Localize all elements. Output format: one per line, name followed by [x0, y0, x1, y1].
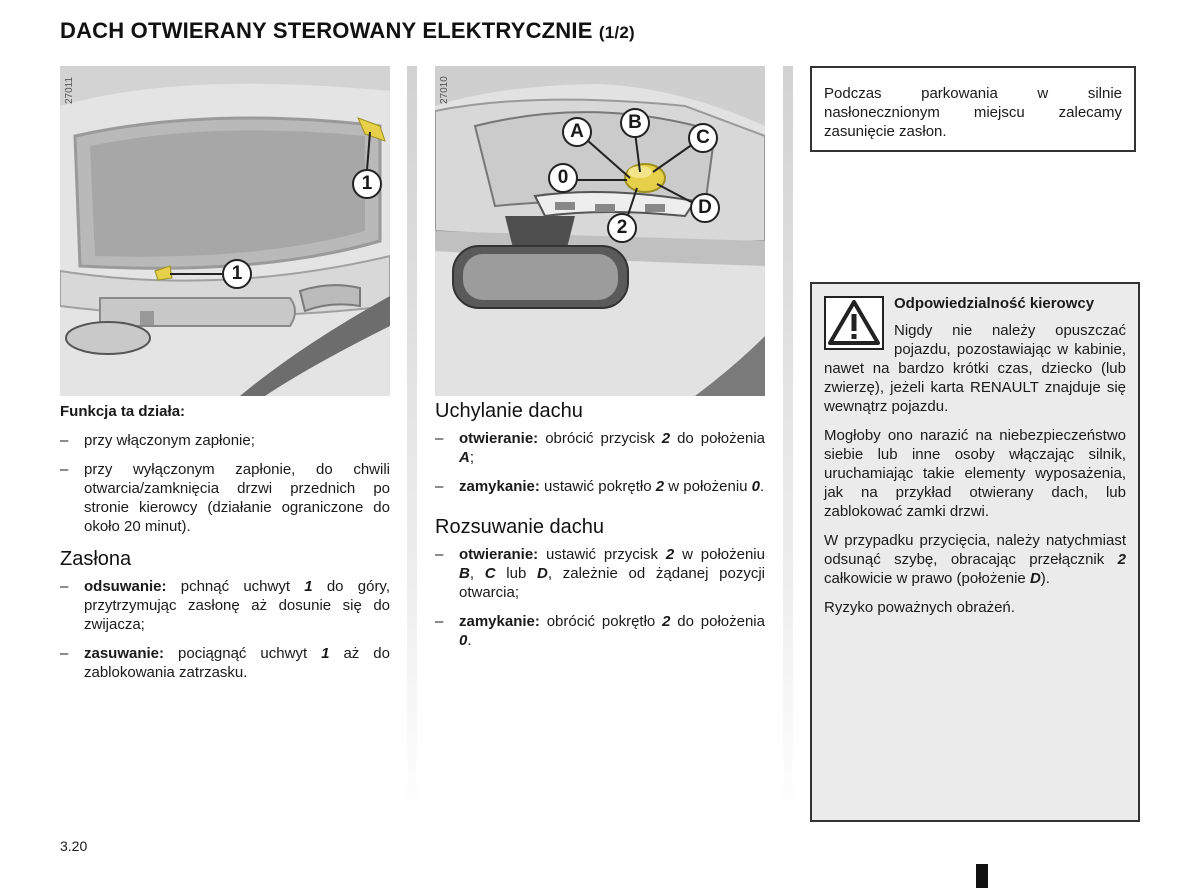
- item-ref: A: [459, 449, 470, 466]
- driver-responsibility-warning: [810, 282, 1140, 822]
- warning-paragraph: [824, 531, 1126, 588]
- item-label: zamykanie:: [459, 613, 540, 630]
- page-title-part: (1/2): [598, 23, 635, 42]
- item-text: do położenia: [670, 430, 765, 447]
- list-item: [435, 545, 765, 602]
- item-text: ustawić pokrętło: [539, 478, 656, 495]
- warning-paragraph: Ryzyko poważnych obrażeń.: [824, 599, 1015, 616]
- list-item: [435, 477, 765, 496]
- item-ref: C: [484, 565, 496, 582]
- item-ref: 0: [751, 478, 761, 495]
- warning-text: W przypadku przycięcia, należy natychmiast odsunąć szybę, obracając przełącznik: [824, 532, 1126, 568]
- item-text: .: [467, 632, 472, 649]
- item-text: .: [760, 478, 765, 495]
- item-ref: D: [1029, 570, 1041, 587]
- list-item: – przy wyłączonym zapłonie, do chwili otwarcia/zamknięcia drzwi przednich po stronie kierowcy (działanie ograniczone do około 20 minut).: [60, 460, 390, 536]
- callout-label: A: [570, 121, 584, 142]
- item-ref: B: [459, 565, 470, 582]
- item-label: zasuwanie:: [84, 645, 165, 662]
- tilt-heading: Uchylanie dachu: [435, 400, 583, 422]
- callout-label: B: [628, 112, 642, 133]
- item-label: otwieranie:: [459, 430, 539, 447]
- item-text: obrócić pokrętło: [539, 613, 663, 630]
- callout-label: 2: [616, 217, 628, 238]
- sun-shade-illustration: [60, 66, 390, 396]
- item-ref: 2: [662, 613, 671, 630]
- item-text: , zależnie od żądanej pozycji otwarcia;: [459, 565, 766, 601]
- list-item: – przy włączonym zapłonie;: [60, 431, 390, 450]
- warning-paragraph: Mogłoby ono narazić na niebezpieczeństwo siebie lub inne osoby włączając silnik, uruchamiając takie elementy wyposażenia, jak na przykład otwierany dach, lub zablokować zamki drzwi.: [824, 427, 1126, 520]
- slide-heading: Rozsuwanie dachu: [435, 516, 604, 538]
- middle-column-text: [435, 402, 765, 660]
- left-column-text: [60, 402, 390, 692]
- list-item: [435, 612, 765, 650]
- list-item: [60, 644, 390, 682]
- warning-text: całkowicie w prawo (położenie: [824, 570, 1030, 587]
- item-text: obrócić przycisk: [538, 430, 662, 447]
- item-text: pchnąć uchwyt: [166, 578, 305, 595]
- item-text: ;: [469, 449, 475, 466]
- column-divider-1: [407, 66, 417, 822]
- item-ref: 2: [665, 546, 675, 563]
- item-text: aż do zablokowania zatrzasku.: [84, 645, 390, 681]
- item-label: odsuwanie:: [84, 578, 167, 595]
- tip-text: Podczas parkowania w silnie nasłonecznionym miejscu zalecamy zasunięcie zasłon.: [824, 85, 1122, 140]
- list-item: [60, 577, 390, 634]
- image-code: 27010: [439, 76, 450, 104]
- warning-triangle-icon: [824, 296, 884, 350]
- column-divider-2: [783, 66, 793, 822]
- item-text: w położeniu: [674, 546, 765, 563]
- shade-heading: Zasłona: [60, 548, 132, 570]
- roof-switch-illustration: [435, 66, 765, 396]
- image-code: 27011: [64, 76, 75, 104]
- item-ref: 1: [304, 578, 313, 595]
- page-edge-marker: [976, 864, 988, 888]
- callout-label: C: [696, 127, 710, 148]
- item-label: otwieranie:: [459, 546, 539, 563]
- warning-text: ).: [1040, 570, 1050, 587]
- item-text: pociągnąć uchwyt: [164, 645, 322, 662]
- function-heading: Funkcja ta działa:: [60, 403, 186, 420]
- callout-label: 1: [231, 263, 243, 284]
- warning-paragraph: Nigdy nie należy opuszczać pojazdu, pozostawiając w kabinie, nawet na bardzo krótki czas, dziecko (lub zwierzę), jeżeli karta RENAULT znajduje się wewnątrz pojazdu.: [824, 322, 1126, 415]
- callout-label: D: [698, 197, 712, 218]
- item-ref: 2: [655, 478, 665, 495]
- item-text: lub: [495, 565, 538, 582]
- page-title-text: DACH OTWIERANY STEROWANY ELEKTRYCZNIE: [60, 18, 593, 43]
- item-ref: 2: [661, 430, 671, 447]
- parking-tip-box: [810, 66, 1136, 152]
- item-ref: 1: [321, 645, 330, 662]
- callout-label: 1: [361, 173, 373, 194]
- item-text: do położenia: [670, 613, 765, 630]
- callout-label: 0: [557, 167, 569, 188]
- warning-heading: Odpowiedzialność kierowcy: [894, 295, 1095, 312]
- item-label: zamykanie:: [459, 478, 540, 495]
- item-ref: 2: [1117, 551, 1126, 568]
- item-text: ustawić przycisk: [538, 546, 666, 563]
- item-ref: 0: [459, 632, 468, 649]
- item-ref: D: [537, 565, 548, 582]
- item-text: do góry, przytrzymując zasłonę aż dosunie się do zwijacza;: [84, 578, 390, 633]
- item-text: ,: [469, 565, 485, 582]
- page-number: 3.20: [60, 838, 88, 854]
- item-text: w położeniu: [664, 478, 752, 495]
- list-item: [435, 429, 765, 467]
- page-title: [60, 18, 635, 44]
